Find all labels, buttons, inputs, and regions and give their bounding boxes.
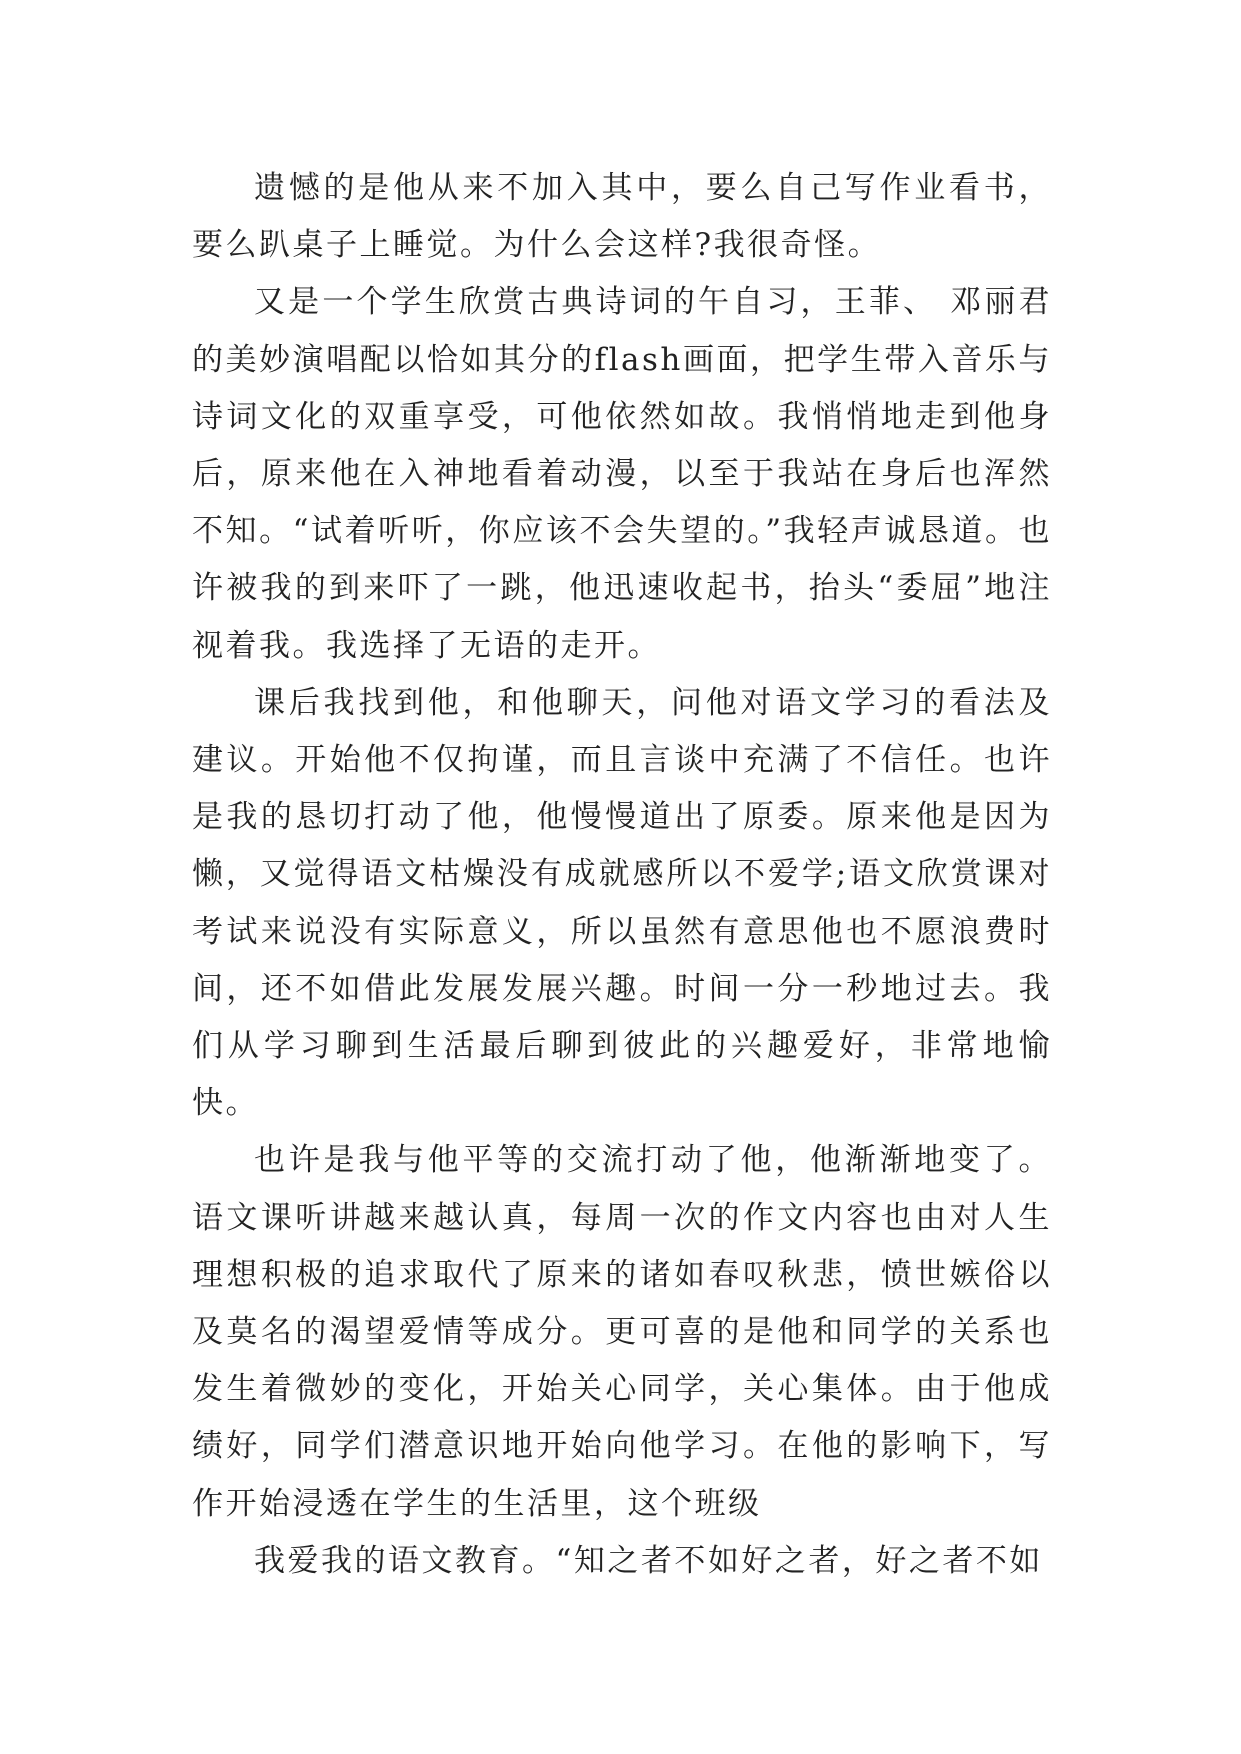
document-body (192, 160, 1052, 1590)
paragraph: 也许是我与他平等的交流打动了他，他渐渐地变了。语文课听讲越来越认真，每周一次的作文内容也由对人生理想积极的追求取代了原来的诸如春叹秋悲，愤世嫉俗以及莫名的渴望爱情等成分。更可喜的是他和同学的关系也发生着微妙的变化，开始关心同学，关心集体。由于他成绩好，同学们潜意识地开始向他学习。在他的影响下，写作开始浸透在学生的生活里，这个班级 (192, 1142, 1052, 1522)
paragraph: 我爱我的语文教育。“知之者不如好之者，好之者不如 (254, 1542, 1043, 1579)
paragraph: 遗憾的是他从来不加入其中，要么自己写作业看书，要么趴桌子上睡觉。为什么会这样?我很奇怪。 (192, 170, 1052, 264)
paragraph: 课后我找到他，和他聊天，问他对语文学习的看法及建议。开始他不仅拘谨，而且言谈中充满了不信任。也许是我的恳切打动了他，他慢慢道出了原委。原来他是因为懒，又觉得语文枯燥没有成就感所以不爱学;语文欣赏课对考试来说没有实际意义，所以虽然有意思他也不愿浪费时间，还不如借此发展发展兴趣。时间一分一秒地过去。我们从学习聊到生活最后聊到彼此的兴趣爱好，非常地愉快。 (192, 684, 1052, 1122)
paragraph: 又是一个学生欣赏古典诗词的午自习，王菲、 邓丽君的美妙演唱配以恰如其分的flash画面，把学生带入音乐与诗词文化的双重享受，可他依然如故。我悄悄地走到他身后，原来他在入神地看着动漫，以至于我站在身后也浑然不知。“试着听听，你应该不会失望的。”我轻声诚恳道。也许被我的到来吓了一跳，他迅速收起书，抬头“委屈”地注视着我。我选择了无语的走开。 (192, 284, 1052, 664)
